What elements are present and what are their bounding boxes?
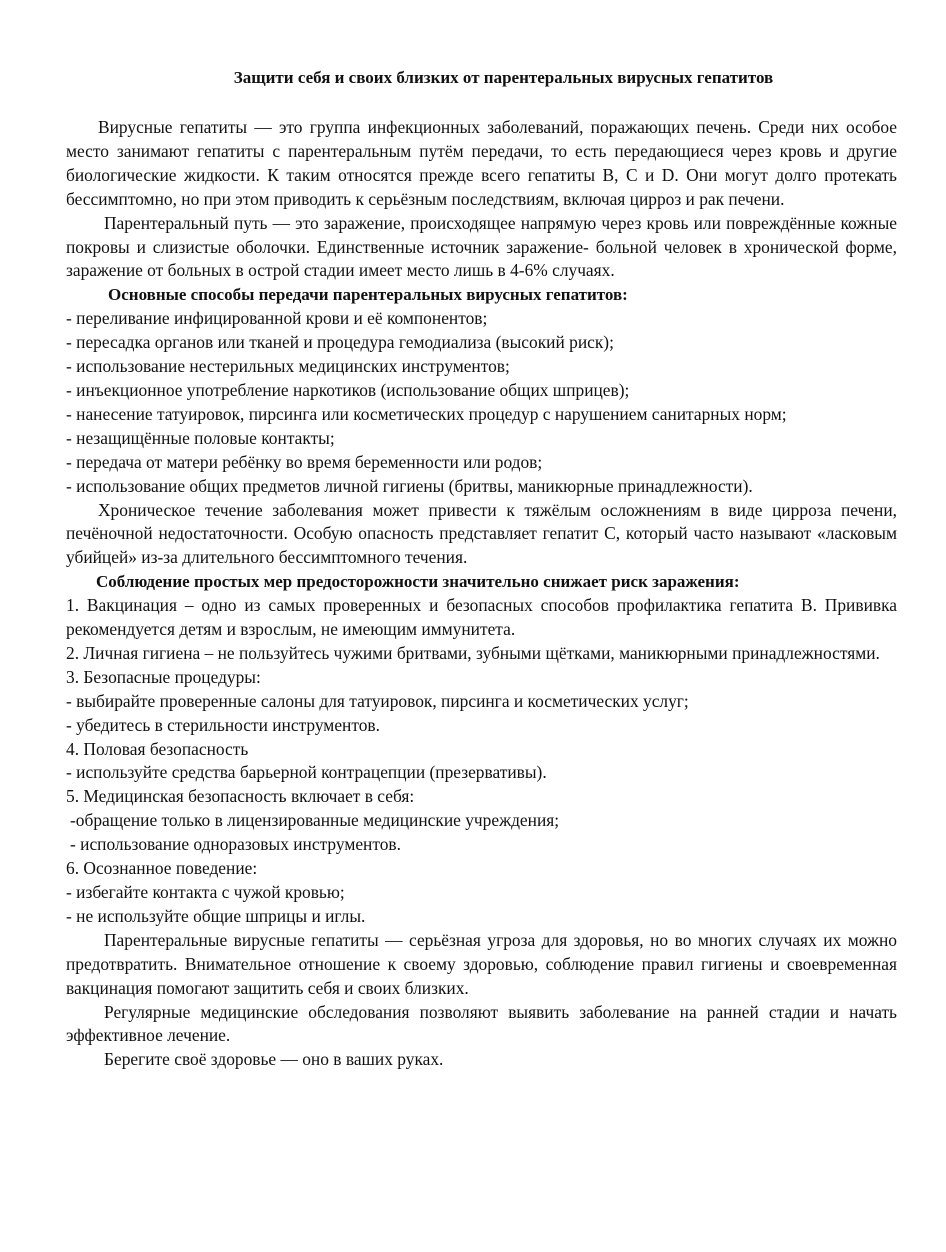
document-page <box>66 66 897 1072</box>
list-item: - передача от матери ребёнку во время беременности или родов; <box>66 451 543 472</box>
list-item: 5. Медицинская безопасность включает в себя: <box>66 786 415 807</box>
intro-paragraph-1: Вирусные гепатиты — это группа инфекционных заболеваний, поражающих печень. Среди них особое место занимают гепатиты с парентеральным путём передачи, то есть передающиеся через кровь и другие биологические жидкости. К таким относятся прежде всего гепатиты B, C и D. Они могут долго протекать бессимптомно, но при этом приводить к серьёзным последствиям, включая цирроз и рак печени. <box>66 117 897 209</box>
chronic-paragraph: Хроническое течение заболевания может привести к тяжёлым осложнениям в виде цирроза печени, печёночной недостаточности. Особую опасность представляет гепатит С, который часто называют «ласковым убийцей» из-за длительного бессимптомного течения. <box>66 499 897 568</box>
list-item: - инъекционное употребление наркотиков (использование общих шприцев); <box>66 379 630 400</box>
prevention-heading: Соблюдение простых мер предосторожности значительно снижает риск заражения: <box>96 572 740 592</box>
list-item: - переливание инфицированной крови и её компонентов; <box>66 308 488 329</box>
list-item: - незащищённые половые контакты; <box>66 427 335 448</box>
transmission-list <box>66 307 897 498</box>
closing-paragraph-2: Регулярные медицинские обследования позволяют выявить заболевание на ранней стадии и начать эффективное лечение. <box>66 1001 897 1046</box>
list-item: 6. Осознанное поведение: <box>66 858 258 879</box>
list-item: 4. Половая безопасность <box>66 738 249 759</box>
intro-paragraph-2: Парентеральный путь — это заражение, происходящее напрямую через кровь или повреждённые кожные покровы и слизистые оболочки. Единственные источник заражение- больной человек в хронической форме, заражение от больных в острой стадии имеет место лишь в 4-6% случаях. <box>66 212 897 281</box>
closing-paragraph-3: Берегите своё здоровье — оно в ваших руках. <box>104 1049 444 1070</box>
list-item: - использование общих предметов личной гигиены (бритвы, маникюрные принадлежности). <box>66 475 753 496</box>
list-item: - убедитесь в стерильности инструментов. <box>66 714 380 735</box>
list-item: - выбирайте проверенные салоны для татуировок, пирсинга и косметических услуг; <box>66 690 689 711</box>
transmission-heading: Основные способы передачи парентеральных вирусных гепатитов: <box>108 285 628 305</box>
list-item: - не используйте общие шприцы и иглы. <box>66 905 366 926</box>
list-item: -обращение только в лицензированные медицинские учреждения; <box>70 810 560 831</box>
list-item: - избегайте контакта с чужой кровью; <box>66 882 345 902</box>
prevention-list <box>66 594 897 929</box>
list-item: 2. Личная гигиена – не пользуйтесь чужими бритвами, зубными щётками, маникюрными принадлежностями. <box>66 642 880 663</box>
list-item: - использование нестерильных медицинских инструментов; <box>66 356 510 377</box>
list-item: - используйте средства барьерной контрацепции (презервативы). <box>66 762 547 783</box>
closing-paragraph-1: Парентеральные вирусные гепатиты — серьёзная угроза для здоровья, но во многих случаях их можно предотвратить. Внимательное отношение к своему здоровью, соблюдение правил гигиены и своевременная вакцинация помогают защитить себя и своих близких. <box>66 929 897 998</box>
list-item: 1. Вакцинация – одно из самых проверенных и безопасных способов профилактика гепатита В. Прививка рекомендуется детям и взрослым, не имеющим иммунитета. <box>66 595 897 640</box>
document-title: Защити себя и своих близких от парентеральных вирусных гепатитов <box>233 68 774 87</box>
list-item: - нанесение татуировок, пирсинга или косметических процедур с нарушением санитарных норм; <box>66 403 787 424</box>
list-item: - использование одноразовых инструментов. <box>70 834 401 855</box>
list-item: 3. Безопасные процедуры: <box>66 666 261 687</box>
list-item: - пересадка органов или тканей и процедура гемодиализа (высокий риск); <box>66 332 614 353</box>
